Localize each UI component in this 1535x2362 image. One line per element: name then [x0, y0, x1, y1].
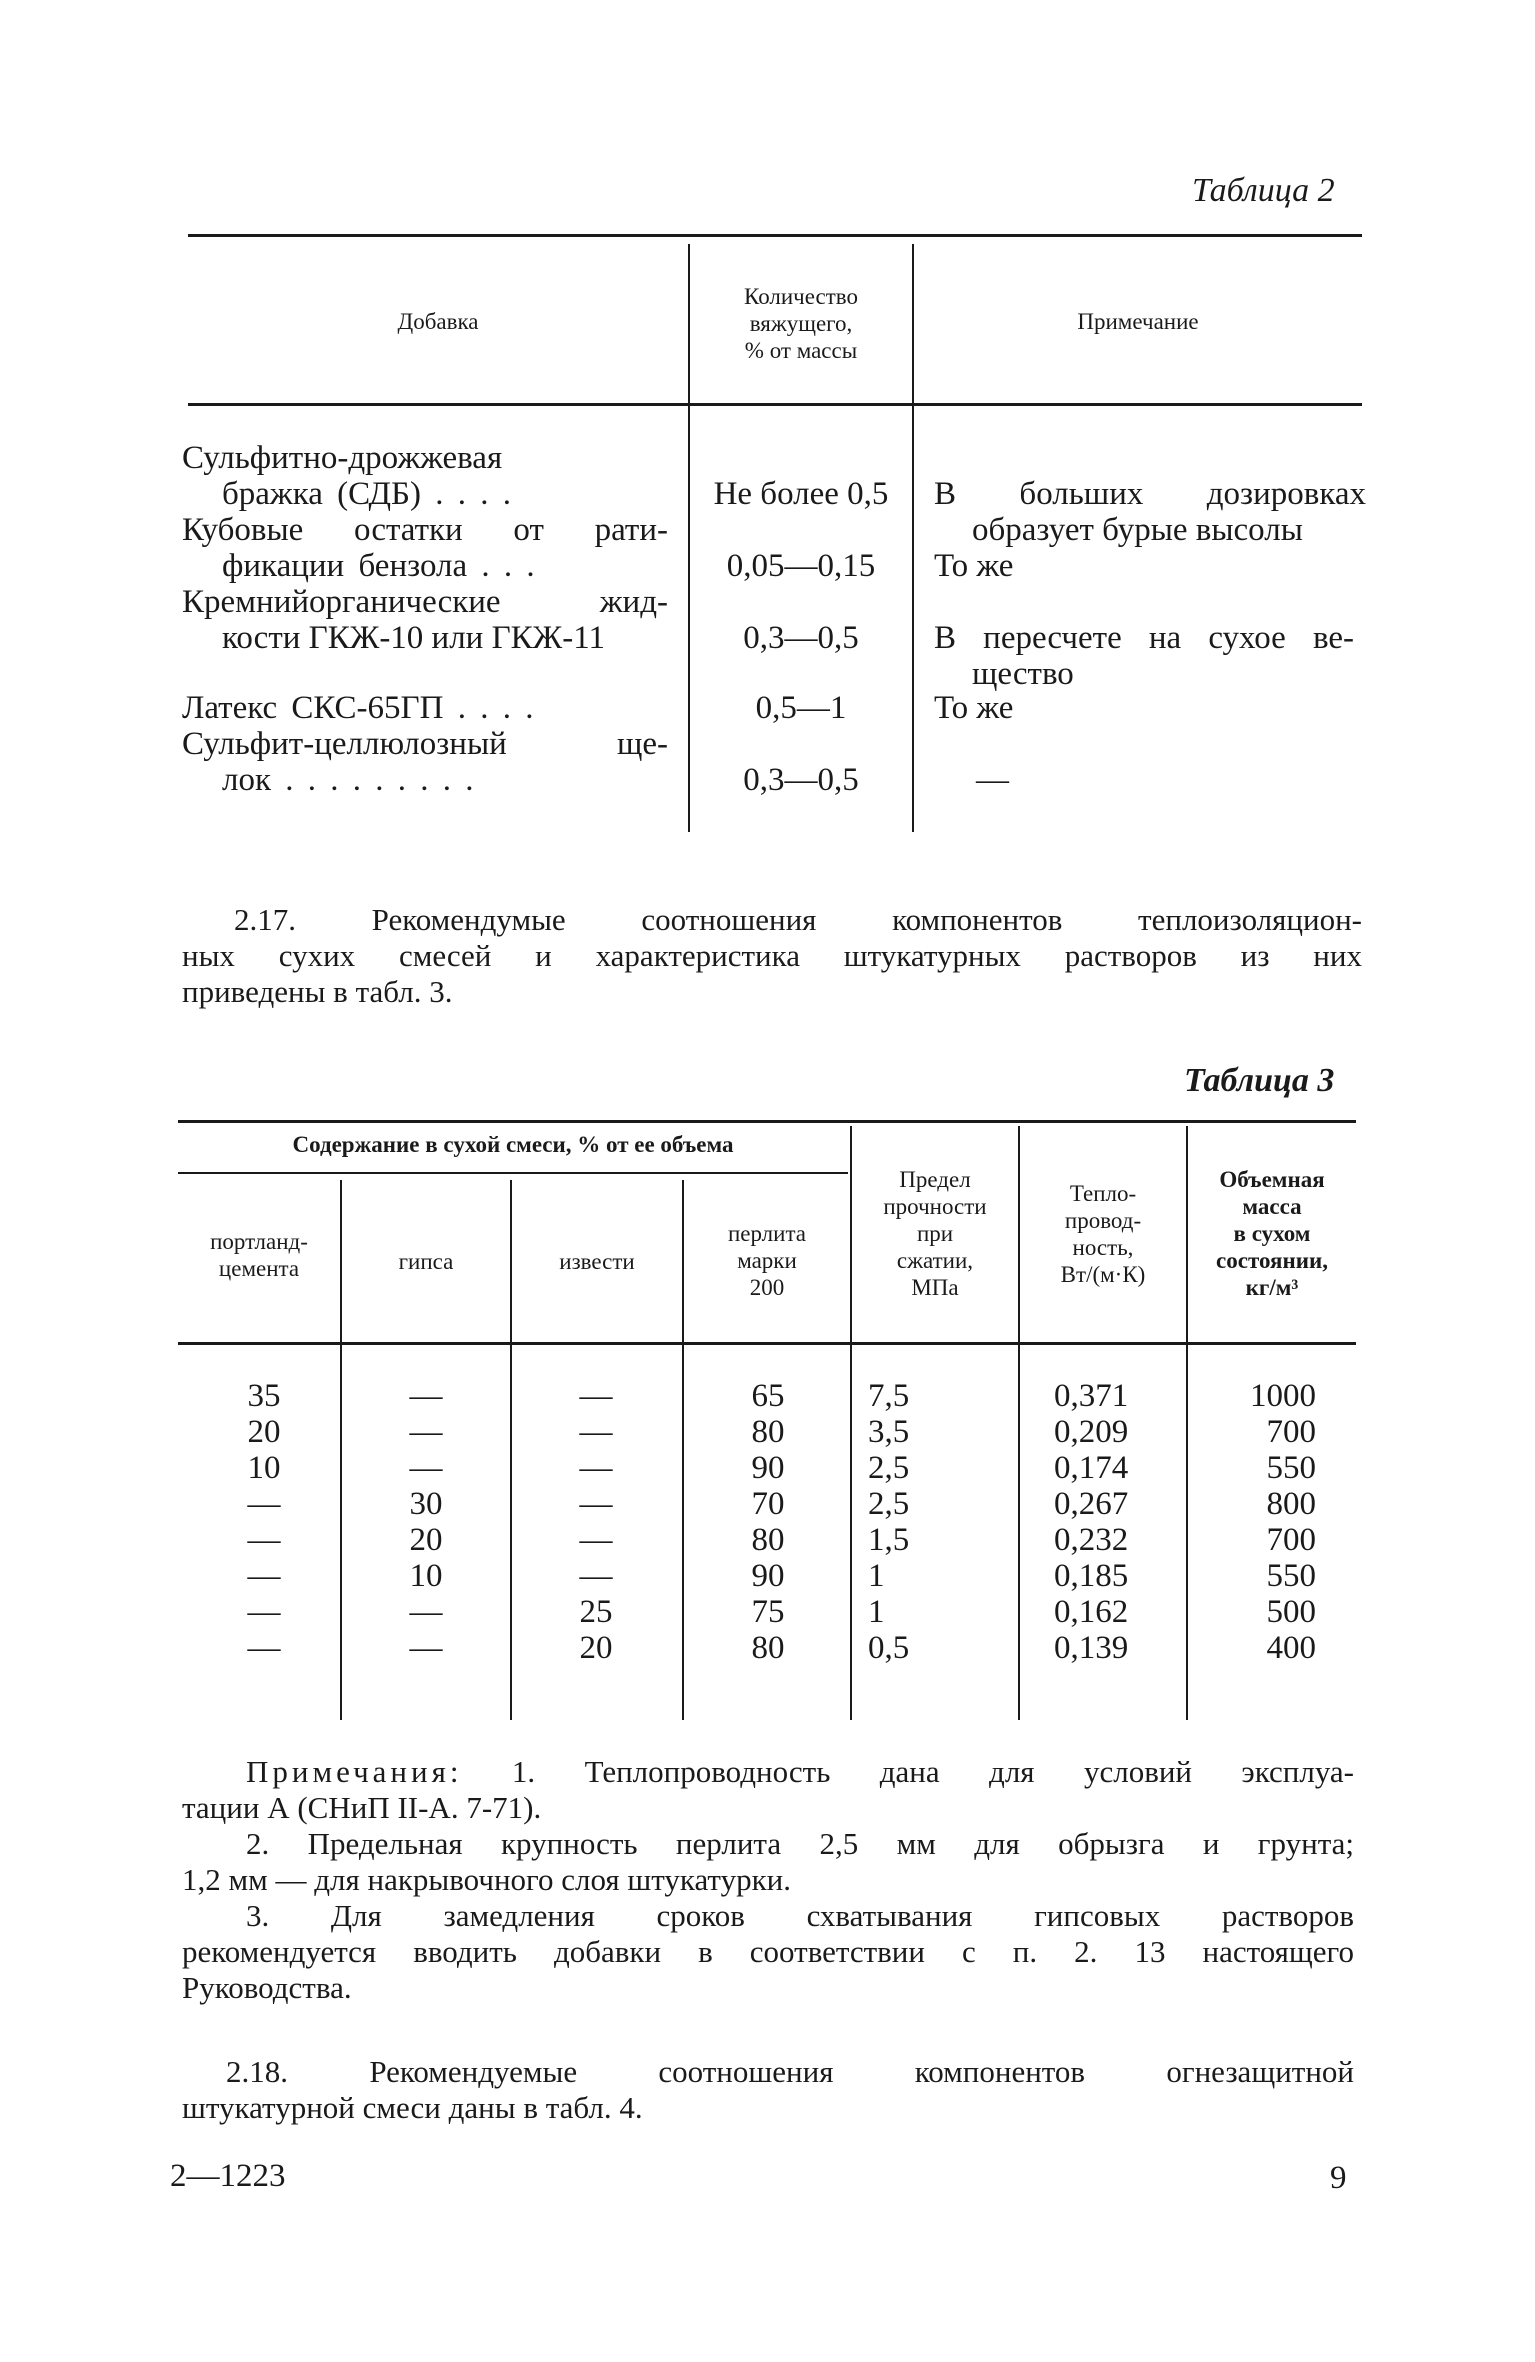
table3-cell: 90: [751, 1558, 785, 1594]
table2-additive-line: фикации бензола . . .: [222, 548, 535, 584]
footer-code: 2—1223: [170, 2158, 286, 2194]
table3-cell: —: [409, 1594, 443, 1630]
table3-cell: 2,5: [868, 1450, 910, 1486]
table3-header-gypsum: гипса: [398, 1249, 454, 1274]
table2-note-line: То же: [934, 548, 1014, 584]
table3-cell: —: [579, 1558, 613, 1594]
table3-cell: 75: [751, 1594, 785, 1630]
table3-group-header: Содержание в сухой смеси, % от ее объема: [292, 1132, 734, 1157]
table3-group-rule: [178, 1172, 848, 1174]
table3-header-perlite: перлита марки 200: [727, 1221, 807, 1300]
table3-cell: 1,5: [868, 1522, 910, 1558]
table2-header-note: Примечание: [1077, 309, 1199, 334]
notes-title: Примечания:: [246, 1754, 463, 1789]
table3-cell: 30: [409, 1486, 443, 1522]
table3-cell: 0,185: [1054, 1558, 1129, 1594]
table2-header-additive: Добавка: [397, 309, 479, 334]
section-2-17-line-1: [234, 902, 1362, 938]
table3-cell: —: [579, 1486, 613, 1522]
table3-cell: 1: [868, 1558, 885, 1594]
table3-header-rule: [178, 1342, 1356, 1345]
table3-cell: —: [579, 1414, 613, 1450]
table2-header-rule: [188, 403, 1362, 406]
table2-additive-line: Кремнийорганические жид-: [182, 584, 668, 620]
page-number: 9: [1330, 2160, 1347, 2196]
table3-cell: —: [409, 1414, 443, 1450]
table3-cell: 25: [579, 1594, 613, 1630]
table3-cell: —: [579, 1522, 613, 1558]
table2-additive-line: Кубовые остатки от рати-: [182, 512, 668, 548]
table3-cell: 0,371: [1054, 1378, 1129, 1414]
notes-line-2: тации А (СНиП II-А. 7-71).: [182, 1790, 542, 1825]
table3-cell: 0,162: [1054, 1594, 1129, 1630]
table2-note-line: образует бурые высолы: [972, 512, 1303, 548]
table3-cell: 80: [751, 1414, 785, 1450]
table2-additive-line: Сульфитно-дрожжевая: [182, 440, 503, 476]
table3-cell: 500: [1266, 1594, 1316, 1630]
table3-cell: 550: [1266, 1450, 1316, 1486]
table2-quantity-cell: 0,5—1: [755, 690, 847, 726]
table2-header-quantity: Количество вяжущего, % от массы: [744, 284, 858, 363]
section-2-18-text: Рекомендуемые соотношения компонентов огнезащитной: [369, 2054, 1355, 2089]
table3-cell: 80: [751, 1522, 785, 1558]
table3-cell: 2,5: [868, 1486, 910, 1522]
table3-cell: —: [409, 1450, 443, 1486]
table3-cell: —: [247, 1630, 281, 1666]
table3-cell: —: [247, 1558, 281, 1594]
table3-cell: 35: [247, 1378, 281, 1414]
table3-header-portland: портланд- цемента: [210, 1229, 308, 1281]
section-2-18-line-2: штукатурной смеси даны в табл. 4.: [182, 2090, 643, 2125]
table2-quantity-cell: 0,3—0,5: [743, 762, 859, 798]
table3-cell: 700: [1266, 1414, 1316, 1450]
table2-note-line: В больших дозировках: [934, 476, 1366, 512]
table3-cell: 800: [1266, 1486, 1316, 1522]
table3-cell: —: [409, 1378, 443, 1414]
table3-cell: 1: [868, 1594, 885, 1630]
table3-cell: 0,174: [1054, 1450, 1129, 1486]
table3-cell: 20: [247, 1414, 281, 1450]
section-2-18-line-1: [226, 2054, 1354, 2090]
section-2-18-number: 2.18.: [226, 2054, 288, 2089]
table3-cell: 700: [1266, 1522, 1316, 1558]
table3-cell: 550: [1266, 1558, 1316, 1594]
table2-additive-line: Сульфит-целлюлозный ще-: [182, 726, 668, 762]
table3-cell: 7,5: [868, 1378, 910, 1414]
table3-cell: 0,139: [1054, 1630, 1129, 1666]
section-2-17-line-3: приведены в табл. 3.: [182, 974, 453, 1009]
table2-additive-line: бражка (СДБ) . . . .: [222, 476, 511, 512]
table3-cell: 3,5: [868, 1414, 910, 1450]
table3-cell: —: [247, 1486, 281, 1522]
table2-caption: Таблица 2: [1192, 172, 1335, 209]
table3-cell: 400: [1266, 1630, 1316, 1666]
table3-cell: —: [247, 1522, 281, 1558]
notes-line-6: рекомендуется вводить добавки в соответствии с п. 2. 13 настоящего: [182, 1934, 1354, 1969]
table3-cell: —: [579, 1450, 613, 1486]
table3-cell: 0,232: [1054, 1522, 1129, 1558]
table3-caption: Таблица 3: [1184, 1062, 1335, 1099]
notes-line-3: 2. Предельная крупность перлита 2,5 мм для обрызга и грунта;: [246, 1826, 1354, 1861]
table2-note-line: щество: [972, 656, 1074, 692]
table3-cell: 90: [751, 1450, 785, 1486]
table2-top-rule: [188, 234, 1362, 237]
notes-text: 1. Теплопроводность дана для условий эксплуа-: [511, 1754, 1355, 1789]
table3-header-conductivity: Тепло- провод- ность, Вт/(м·К): [1060, 1181, 1146, 1287]
table3-cell: 20: [579, 1630, 613, 1666]
table3-cell: 0,209: [1054, 1414, 1129, 1450]
table3-cell: 0,267: [1054, 1486, 1129, 1522]
table2-additive-line: Латекс СКС-65ГП . . . .: [182, 690, 534, 726]
table3-cell: —: [579, 1378, 613, 1414]
table3-cell: 65: [751, 1378, 785, 1414]
table3-cell: 20: [409, 1522, 443, 1558]
notes-line-7: Руководства.: [182, 1970, 352, 2005]
table3-header-lime: извести: [559, 1249, 635, 1274]
table2-note-line: В пересчете на сухое ве-: [934, 620, 1354, 656]
table2-note-line: —: [976, 762, 1009, 798]
table2-quantity-cell: 0,05—0,15: [726, 548, 876, 584]
table3-header-strength: Предел прочности при сжатии, МПа: [883, 1167, 987, 1300]
table3-cell: 10: [247, 1450, 281, 1486]
section-2-17-number: 2.17.: [234, 902, 296, 937]
table3-cell: 70: [751, 1486, 785, 1522]
table3-cell: 80: [751, 1630, 785, 1666]
table3-cell: 10: [409, 1558, 443, 1594]
table2-additive-line: лок . . . . . . . . .: [222, 762, 474, 798]
table3-cell: 0,5: [868, 1630, 910, 1666]
table3-header-density: Объемная масса в сухом состоянии, кг/м³: [1216, 1167, 1328, 1300]
table3-top-rule: [178, 1120, 1356, 1123]
table2-note-line: То же: [934, 690, 1014, 726]
section-2-17-line-2: ных сухих смесей и характеристика штукатурных растворов из них: [182, 938, 1362, 973]
section-2-17-text: Рекомендумые соотношения компонентов теплоизоляцион-: [371, 902, 1362, 937]
table2-additive-line: кости ГКЖ-10 или ГКЖ-11: [222, 620, 606, 656]
table2-quantity-cell: 0,3—0,5: [743, 620, 859, 656]
table3-cell: —: [409, 1630, 443, 1666]
table3-cell: —: [247, 1594, 281, 1630]
notes-line-1: [246, 1754, 1354, 1790]
notes-line-4: 1,2 мм — для накрывочного слоя штукатурки.: [182, 1862, 791, 1897]
notes-line-5: 3. Для замедления сроков схватывания гипсовых растворов: [246, 1898, 1354, 1933]
table2-quantity-cell: Не более 0,5: [713, 476, 889, 512]
table3-cell: 1000: [1250, 1378, 1316, 1414]
